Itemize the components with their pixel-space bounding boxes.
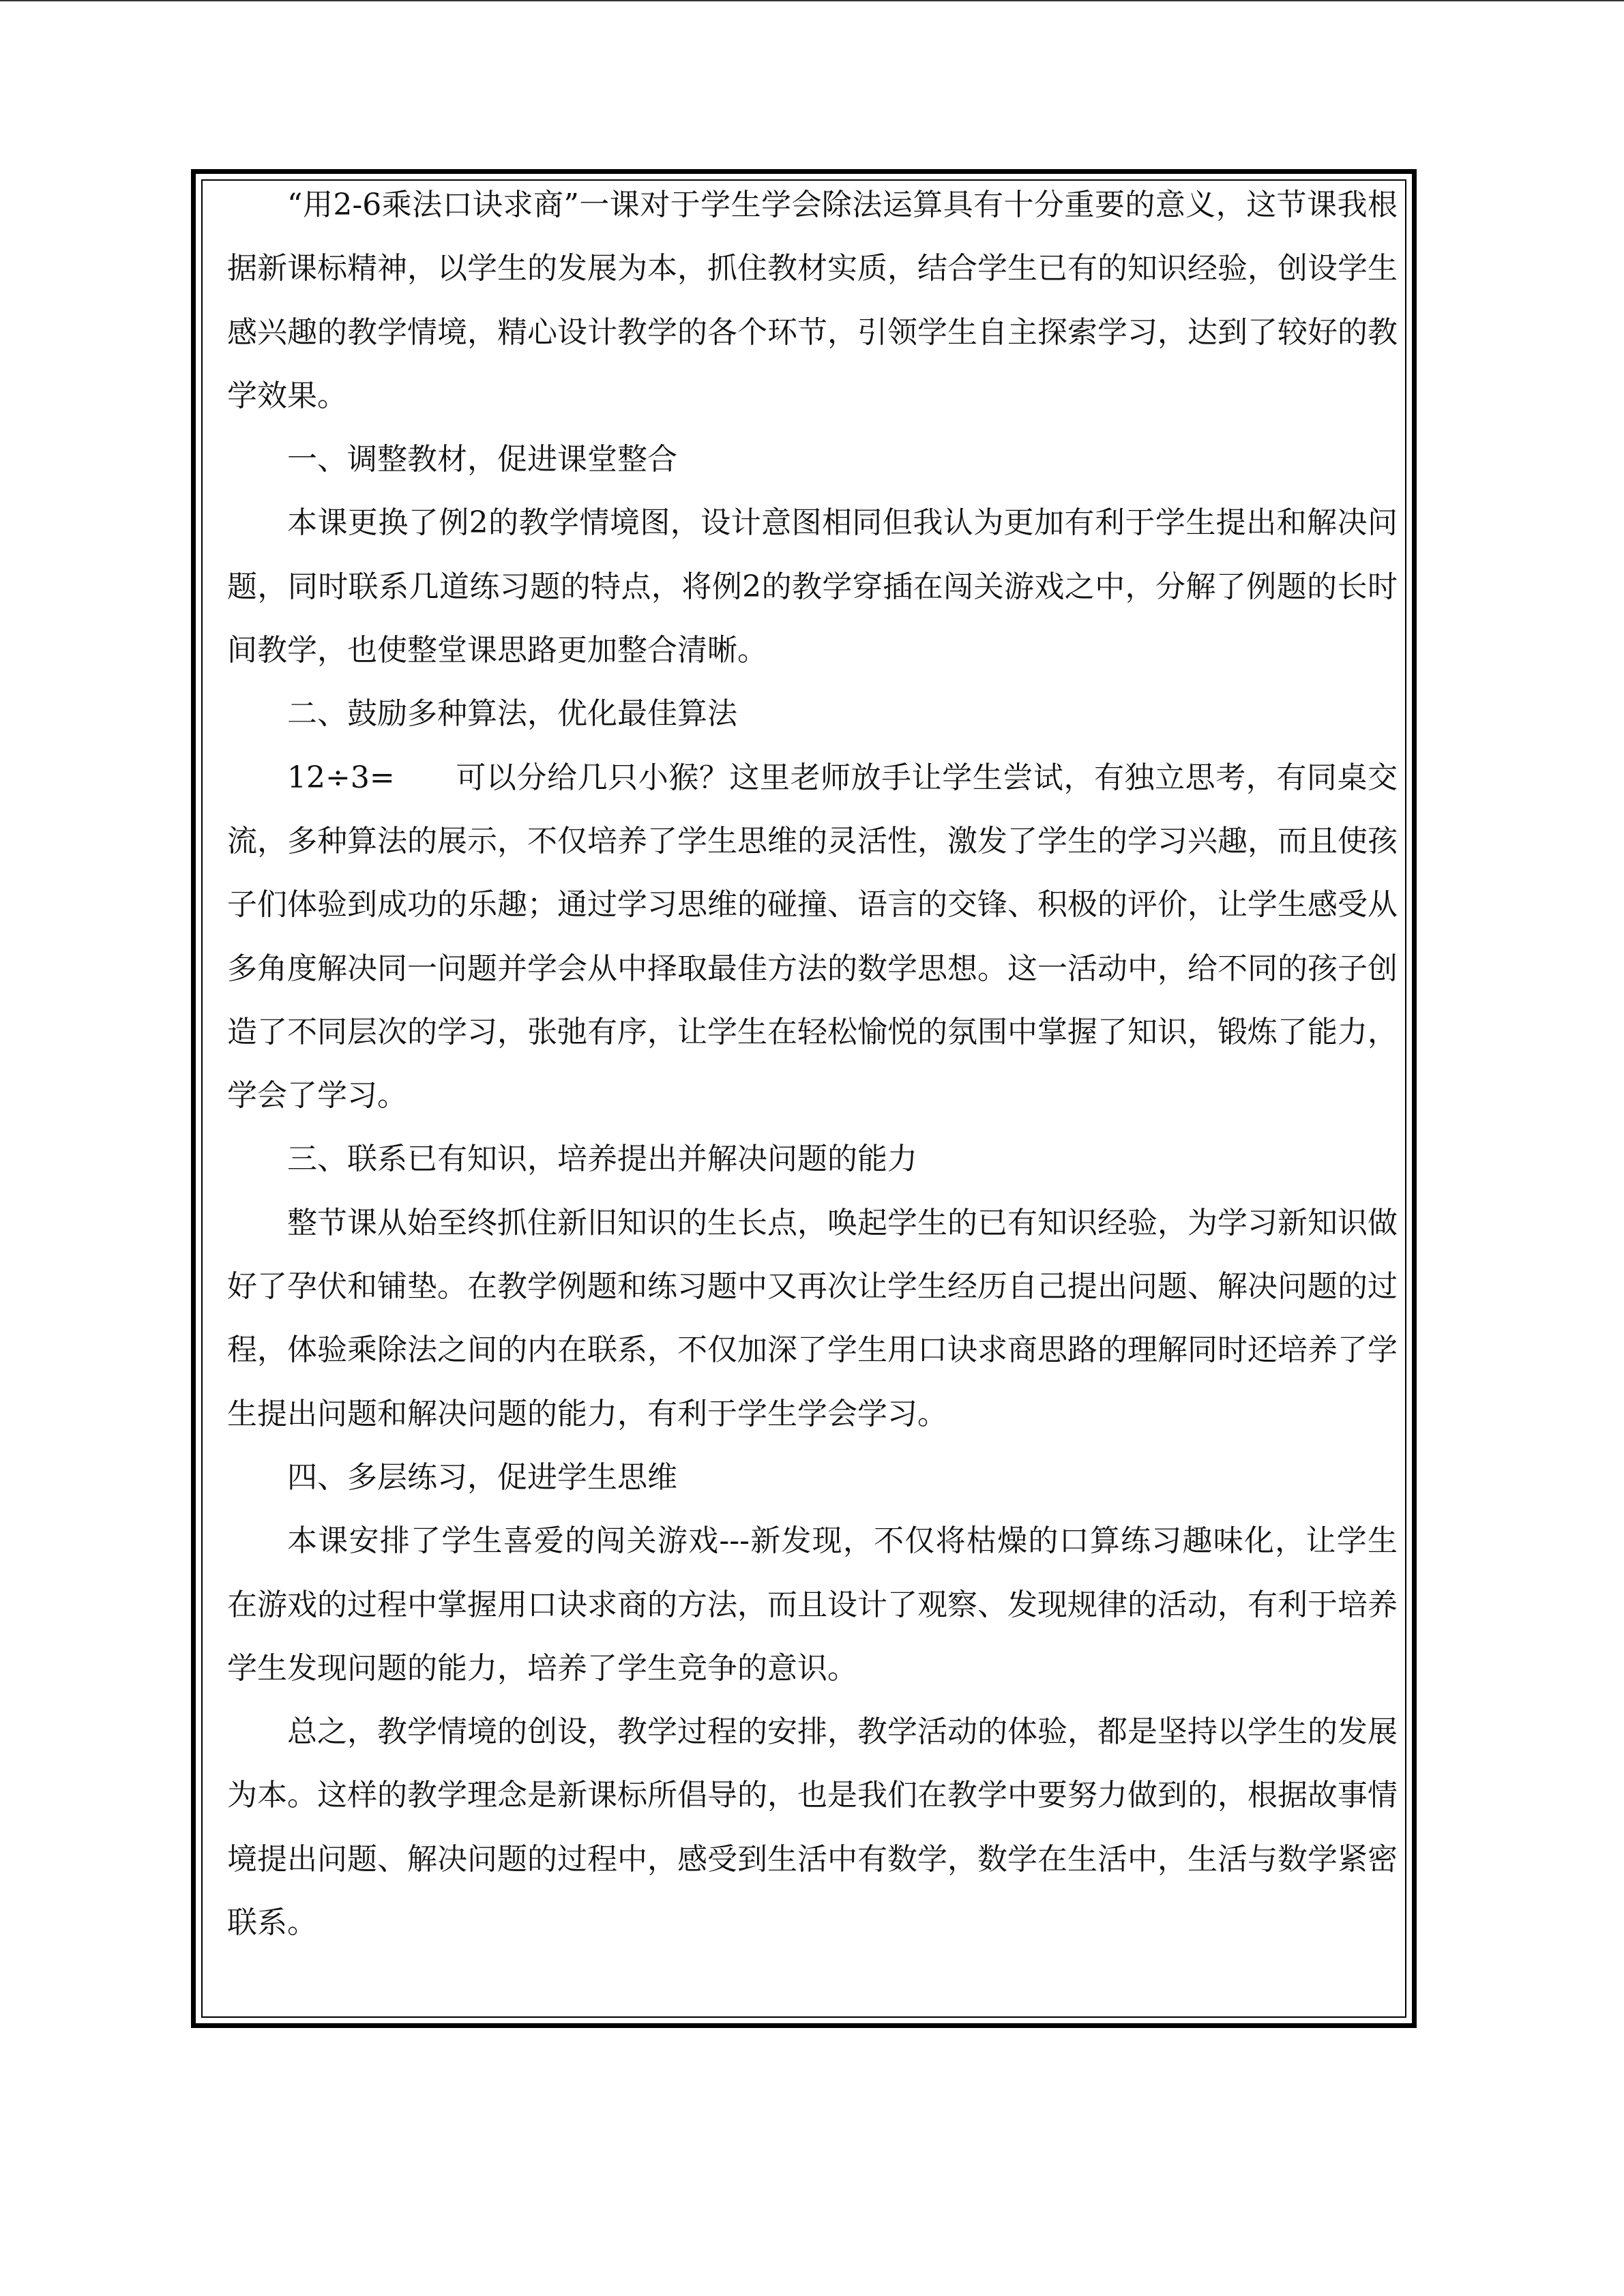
section-heading-1: 一、调整教材，促进课堂整合	[287, 442, 677, 477]
intro-paragraph: “用2-6乘法口诀求商”一课对于学生学会除法运算具有十分重要的意义，这节课我根据新课标精神，以学生的发展为本，抓住教材实质，结合学生已有的知识经验，创设学生感兴趣的教学情境，精心设计教学的各个环节，引领学生自主探索学习，达到了较好的教学效果。	[227, 188, 1398, 413]
section-2-paragraph: 12÷3= 可以分给几只小猴？这里老师放手让学生尝试，有独立思考，有同桌交流，多种算法的展示，不仅培养了学生思维的灵活性，激发了学生的学习兴趣，而且使孩子们体验到成功的乐趣；通过学习思维的碰撞、语言的交锋、积极的评价，让学生感受从多角度解决同一问题并学会从中择取最佳方法的数学思想。这一活动中，给不同的孩子创造了不同层次的学习，张弛有序，让学生在轻松愉悦的氛围中掌握了知识，锻炼了能力，学会了学习。	[227, 760, 1398, 1114]
section-1-paragraph: 本课更换了例2的教学情境图，设计意图相同但我认为更加有利于学生提出和解决问题，同时联系几道练习题的特点，将例2的教学穿插在闯关游戏之中，分解了例题的长时间教学，也使整堂课思路更加整合清晰。	[227, 505, 1398, 668]
section-heading-2: 二、鼓励多种算法，优化最佳算法	[287, 696, 737, 732]
section-heading-3: 三、联系已有知识，培养提出并解决问题的能力	[287, 1142, 917, 1177]
section-3-paragraph: 整节课从始至终抓住新旧知识的生长点，唤起学生的已有知识经验，为学习新知识做好了孕伏和铺垫。在教学例题和练习题中又再次让学生经历自己提出问题、解决问题的过程，体验乘除法之间的内在联系，不仅加深了学生用口诀求商思路的理解同时还培养了学生提出问题和解决问题的能力，有利于学生学会学习。	[227, 1205, 1398, 1431]
page-top-rule	[0, 0, 1624, 1]
conclusion-paragraph: 总之，教学情境的创设，教学过程的安排，教学活动的体验，都是坚持以学生的发展为本。这样的教学理念是新课标所倡导的，也是我们在教学中要努力做到的，根据故事情境提出问题、解决问题的过程中，感受到生活中有数学，数学在生活中，生活与数学紧密联系。	[227, 1714, 1398, 1941]
reflection-text-body	[227, 173, 1398, 1954]
section-heading-4: 四、多层练习，促进学生思维	[287, 1459, 677, 1495]
section-4-paragraph: 本课安排了学生喜爱的闯关游戏---新发现，不仅将枯燥的口算练习趣味化，让学生在游戏的过程中掌握用口诀求商的方法，而且设计了观察、发现规律的活动，有利于培养学生发现问题的能力，培养了学生竞争的意识。	[227, 1523, 1398, 1686]
